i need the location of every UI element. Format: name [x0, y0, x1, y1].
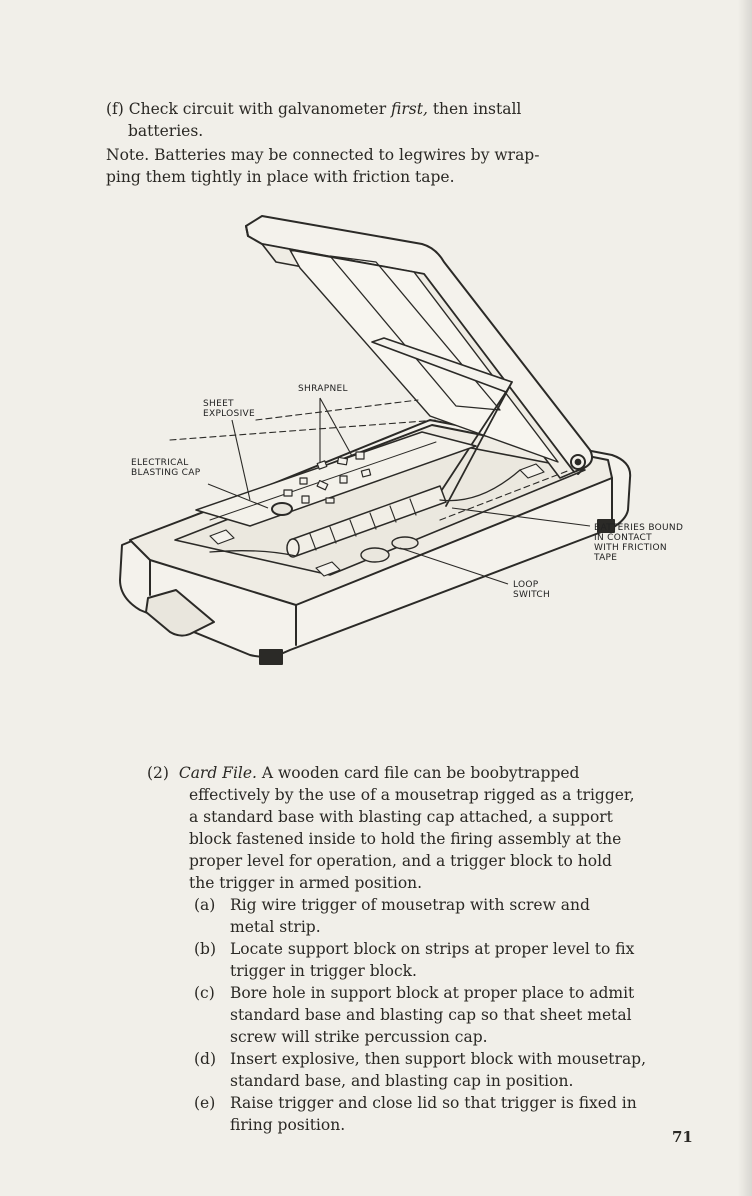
- section-2-title: Card File.: [178, 764, 257, 782]
- step-a-line-2: metal strip.: [230, 918, 321, 936]
- section-2-line-6: the trigger in armed position.: [189, 874, 423, 892]
- step-e: [194, 1092, 694, 1136]
- step-d-marker: (d): [194, 1050, 217, 1068]
- step-f-text-before: Check circuit with galvanometer: [128, 100, 392, 118]
- label-batteries-line1: BATTERIES BOUND: [594, 523, 684, 533]
- step-f-line2: batteries.: [128, 122, 204, 140]
- step-b-line-2: trigger in trigger block.: [230, 962, 417, 980]
- label-blasting-cap-line2: BLASTING CAP: [131, 468, 201, 478]
- step-c-marker: (c): [194, 984, 215, 1002]
- label-batteries-line4: TAPE: [594, 553, 618, 563]
- section-2-paragraph: [147, 762, 689, 894]
- step-b-line-1: Locate support block on strips at proper level to fix: [230, 940, 635, 958]
- step-a: [194, 894, 694, 938]
- step-c: [194, 982, 694, 1048]
- label-sheet-explosive-line2: EXPLOSIVE: [203, 409, 255, 419]
- step-f-marker: (f): [106, 100, 124, 118]
- step-a-line-1: Rig wire trigger of mousetrap with screw and: [230, 896, 590, 914]
- section-2-line-5: proper level for operation, and a trigger block to hold: [189, 852, 612, 870]
- step-f-text-after: then install: [427, 100, 522, 118]
- blasting-cap: [272, 503, 292, 515]
- step-e-line-2: firing position.: [230, 1116, 346, 1134]
- label-loop-switch-line1: LOOP: [513, 580, 539, 590]
- label-blasting-cap-line1: ELECTRICAL: [131, 458, 189, 468]
- section-2-marker: (2): [147, 764, 169, 782]
- step-d-line-1: Insert explosive, then support block with mousetrap,: [230, 1050, 647, 1068]
- label-batteries-line2: IN CONTACT: [594, 533, 652, 543]
- step-b: [194, 938, 694, 982]
- section-2-line-3: a standard base with blasting cap attached, a support: [189, 808, 613, 826]
- section-2-line-1: A wooden card file can be boobytrapped: [261, 764, 580, 782]
- step-d: [194, 1048, 694, 1092]
- note-line-2: ping them tightly in place with friction tape.: [106, 168, 455, 186]
- step-e-marker: (e): [194, 1094, 216, 1112]
- step-b-marker: (b): [194, 940, 217, 958]
- label-shrapnel: SHRAPNEL: [298, 384, 348, 394]
- step-f-emphasis: first,: [391, 100, 428, 118]
- loop-switch: [361, 548, 389, 562]
- section-2-line-2: effectively by the use of a mousetrap rigged as a trigger,: [189, 786, 635, 804]
- box-foot: [260, 650, 282, 664]
- label-loop-switch-line2: SWITCH: [513, 590, 551, 600]
- label-batteries-line3: WITH FRICTION: [594, 543, 667, 553]
- step-c-line-2: standard base and blasting cap so that sheet metal: [230, 1006, 632, 1024]
- label-sheet-explosive-line1: SHEET: [203, 399, 234, 409]
- step-e-line-1: Raise trigger and close lid so that trigger is fixed in: [230, 1094, 637, 1112]
- page-number: 71: [672, 1128, 693, 1146]
- step-c-line-3: screw will strike percussion cap.: [230, 1028, 488, 1046]
- section-2-line-4: block fastened inside to hold the firing assembly at the: [189, 830, 622, 848]
- step-a-marker: (a): [194, 896, 216, 914]
- step-c-line-1: Bore hole in support block at proper place to admit: [230, 984, 635, 1002]
- step-d-line-2: standard base, and blasting cap in position.: [230, 1072, 574, 1090]
- note-line-1: Note. Batteries may be connected to legwires by wrap-: [106, 146, 540, 164]
